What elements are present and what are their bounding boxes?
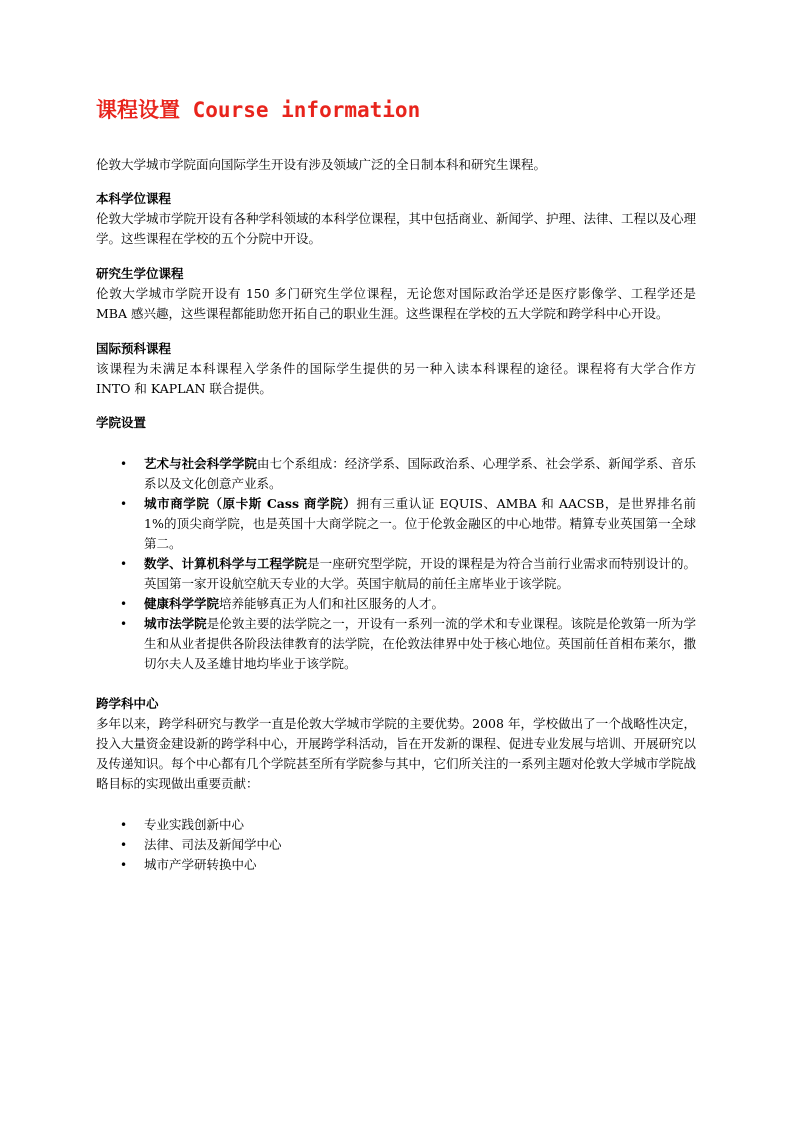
schools-heading: 学院设置 <box>96 415 147 430</box>
schools-section <box>96 413 696 674</box>
bullet-icon: • <box>120 597 128 611</box>
school-name: 城市商学院（原卡斯 Cass 商学院） <box>144 496 357 511</box>
schools-list <box>96 454 696 674</box>
school-desc: 是一座研究型学院，开设的课程是为符合当前行业需求而特别设计的。英国第一家开设航空航天专业的大学。英国宇航局的前任主席毕业于该学院。 <box>144 556 696 591</box>
list-item <box>96 554 696 594</box>
list-item <box>96 454 696 494</box>
undergrad-body: 伦敦大学城市学院开设有各种学科领域的本科学位课程，其中包括商业、新闻学、护理、法律、工程以及心理学。这些课程在学校的五个分院中开设。 <box>96 211 697 246</box>
intro-paragraph: 伦敦大学城市学院面向国际学生开设有涉及领域广泛的全日制本科和研究生课程。 <box>96 157 547 172</box>
bullet-icon: • <box>120 557 128 571</box>
bullet-icon: • <box>120 858 128 872</box>
list-item <box>96 835 696 855</box>
centres-list <box>96 815 696 875</box>
bullet-icon: • <box>120 457 128 471</box>
undergrad-section <box>96 189 696 249</box>
postgrad-section <box>96 264 696 324</box>
centre-name: 专业实践创新中心 <box>144 817 245 832</box>
interdisciplinary-section <box>96 694 696 875</box>
foundation-heading: 国际预科课程 <box>96 341 172 356</box>
bullet-icon: • <box>120 838 128 852</box>
interdisciplinary-heading: 跨学科中心 <box>96 696 159 711</box>
school-name: 数学、计算机科学与工程学院 <box>144 556 308 571</box>
page-title: 课程设置 Course information <box>96 98 421 122</box>
school-name: 艺术与社会科学学院 <box>144 456 257 471</box>
school-desc: 由七个系组成：经济学系、国际政治系、心理学系、社会学系、新闻学系、音乐系以及文化创意产业系。 <box>144 456 696 491</box>
postgrad-body: 伦敦大学城市学院开设有 150 多门研究生学位课程，无论您对国际政治学还是医疗影像学、工程学还是 MBA 感兴趣，这些课程都能助您开拓自己的职业生涯。这些课程在学校的五大学院和跨学科中心开设。 <box>96 286 696 321</box>
foundation-section <box>96 339 696 399</box>
list-item <box>96 855 696 875</box>
school-name: 城市法学院 <box>144 616 207 631</box>
school-name: 健康科学学院 <box>144 596 220 611</box>
school-desc: 拥有三重认证 EQUIS、AMBA 和 AACSB，是世界排名前 1%的顶尖商学院，也是英国十大商学院之一。位于伦敦金融区的中心地带。精算专业英国第一全球第二。 <box>144 496 696 551</box>
postgrad-heading: 研究生学位课程 <box>96 266 184 281</box>
school-desc: 培养能够真正为人们和社区服务的人才。 <box>219 596 445 611</box>
list-item <box>96 594 696 614</box>
interdisciplinary-body: 多年以来，跨学科研究与教学一直是伦敦大学城市学院的主要优势。2008 年，学校做出了一个战略性决定，投入大量资金建设新的跨学科中心，开展跨学科活动，旨在开发新的课程、促进专业发展与培训、开展研究以及传递知识。每个中心都有几个学院甚至所有学院参与其中，它们所关注的一系列主题对伦敦大学城市学院战略目标的实现做出重要贡献： <box>96 716 697 791</box>
school-desc: 是伦敦主要的法学院之一，开设有一系列一流的学术和专业课程。该院是伦敦第一所为学生和从业者提供各阶段法律教育的法学院，在伦敦法律界中处于核心地位。英国前任首相布莱尔，撒切尔夫人及圣雄甘地均毕业于该学院。 <box>144 616 696 671</box>
list-item <box>96 494 696 554</box>
undergrad-heading: 本科学位课程 <box>96 191 172 206</box>
foundation-body: 该课程为未满足本科课程入学条件的国际学生提供的另一种入读本科课程的途径。课程将有大学合作方 INTO 和 KAPLAN 联合提供。 <box>96 361 696 396</box>
list-item <box>96 614 696 674</box>
centre-name: 法律、司法及新闻学中心 <box>144 837 282 852</box>
document-page <box>96 96 696 875</box>
bullet-icon: • <box>120 617 128 631</box>
centre-name: 城市产学研转换中心 <box>144 857 257 872</box>
list-item <box>96 815 696 835</box>
bullet-icon: • <box>120 497 128 511</box>
bullet-icon: • <box>120 818 128 832</box>
